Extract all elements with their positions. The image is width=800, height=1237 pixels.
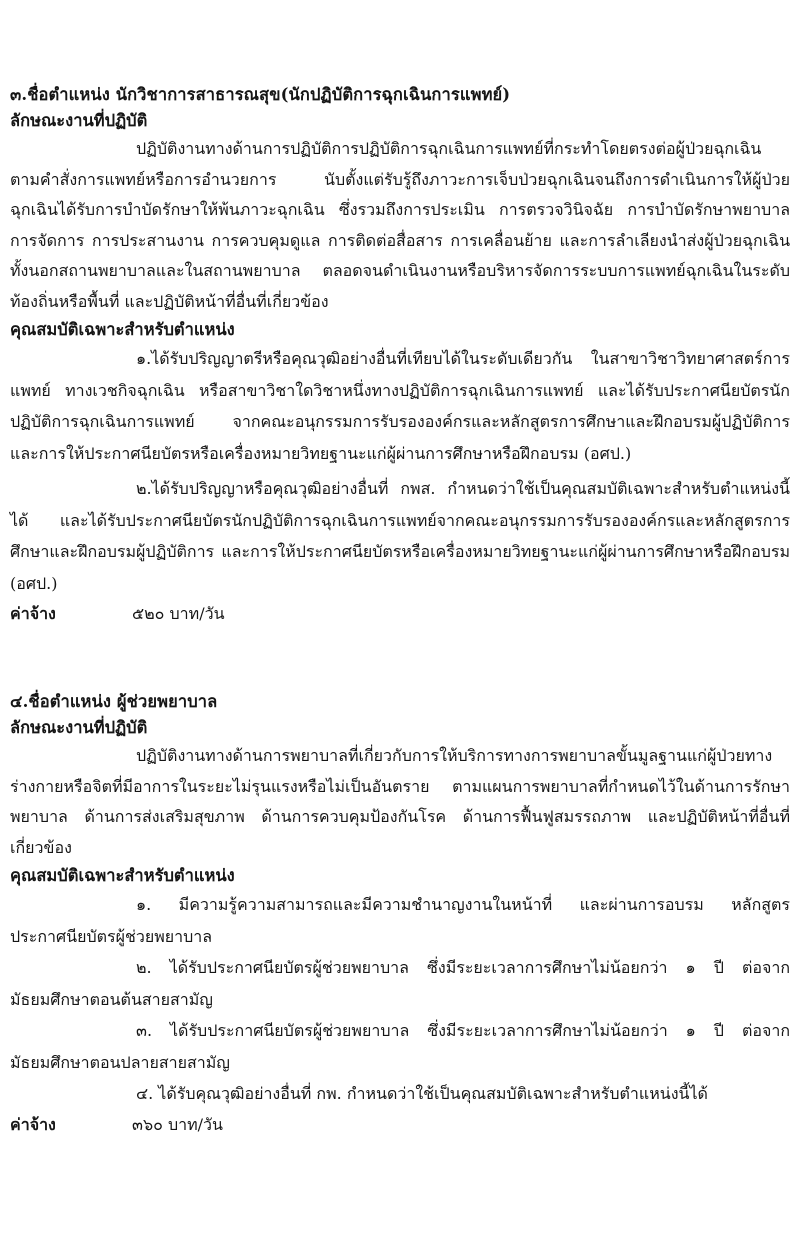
position-3-title: ๓.ชื่อตำแหน่ง นักวิชาการสาธารณสุข(นักปฏิบัติการฉุกเฉินการแพทย์) (10, 85, 511, 104)
position-4-qualification-1: ๑. มีความรู้ความสามารถและมีความชำนาญงานในหน้าที่ และผ่านการอบรม หลักสูตรประกาศนียบัตรผู้ช่วยพยาบาล (10, 895, 790, 946)
position-4-duties-heading: ลักษณะงานที่ปฏิบัติ (10, 718, 148, 737)
position-3-wage-value: ๕๒๐ บาท/วัน (132, 604, 225, 623)
position-3-qualification-2: ๒.ได้รับปริญญาหรือคุณวุฒิอย่างอื่นที่ กพส. กำหนดว่าใช้เป็นคุณสมบัติเฉพาะสำหรับตำแหน่งนี้ได้ และได้รับประกาศนียบัตรนักปฏิบัติการฉุกเฉินการแพทย์จากคณะอนุกรรมการรับรององค์กรและหลักสูตรการศึกษาและฝึกอบรมผู้ปฏิบัติการ และการให้ประกาศนียบัตรหรือเครื่องหมายวิทยฐานะแก่ผู้ผ่านการศึกษาหรือฝึกอบรม (อศป.) (10, 479, 790, 593)
position-4-qualification-4: ๔. ได้รับคุณวุฒิอย่างอื่นที่ กพ. กำหนดว่าใช้เป็นคุณสมบัติเฉพาะสำหรับตำแหน่งนี้ได้ (136, 1084, 708, 1103)
position-3-qualifications-heading: คุณสมบัติเฉพาะสำหรับตำแหน่ง (10, 320, 235, 339)
position-4-wage-value: ๓๖๐ บาท/วัน (132, 1114, 223, 1134)
position-4-duties-text: ปฏิบัติงานทางด้านการพยาบาลที่เกี่ยวกับการให้บริการทางการพยาบาลขั้นมูลฐานแก่ผู้ป่วยทางร่างกายหรือจิตที่มีอาการในระยะไม่รุนแรงหรือไม่เป็นอันตราย ตามแผนการพยาบาลที่กำหนดไว้ในด้านการรักษาพยาบาล ด้านการส่งเสริมสุขภาพ ด้านการควบคุมป้องกันโรค ด้านการฟื้นฟูสมรรถภาพ และปฏิบัติหน้าที่อื่นที่เกี่ยวข้อง (10, 746, 790, 857)
position-3-section (0, 82, 800, 629)
position-4-qualification-3: ๓. ได้รับประกาศนียบัตรผู้ช่วยพยาบาล ซึ่งมีระยะเวลาการศึกษาไม่น้อยกว่า ๑ ปี ต่อจากมัธยมศึกษาตอนปลายสายสามัญ (10, 1021, 790, 1072)
position-3-wage-row (0, 599, 800, 629)
position-4-wage-label: ค่าจ้าง (10, 1114, 56, 1134)
position-4-qualifications-heading: คุณสมบัติเฉพาะสำหรับตำแหน่ง (10, 866, 235, 885)
position-4-qualification-2: ๒. ได้รับประกาศนียบัตรผู้ช่วยพยาบาล ซึ่งมีระยะเวลาการศึกษาไม่น้อยกว่า ๑ ปี ต่อจากมัธยมศึกษาตอนต้นสายสามัญ (10, 958, 790, 1009)
position-4-wage-row (0, 1110, 800, 1140)
position-3-qualification-1: ๑.ได้รับปริญญาตรีหรือคุณวุฒิอย่างอื่นที่เทียบได้ในระดับเดียวกัน ในสาขาวิชาวิทยาศาสตร์การแพทย์ ทางเวชกิจฉุกเฉิน หรือสาขาวิชาใดวิชาหนึ่งทางปฏิบัติการฉุกเฉินการแพทย์ และได้รับประกาศนียบัตรนักปฏิบัติการฉุกเฉินการแพทย์ จากคณะอนุกรรมการรับรององค์กรและหลักสูตรการศึกษาและฝึกอบรมผู้ปฏิบัติการ และการให้ประกาศนียบัตรหรือเครื่องหมายวิทยฐานะแก่ผู้ผ่านการศึกษาหรือฝึกอบรม (อศป.) (10, 349, 790, 463)
position-4-section (0, 689, 800, 1140)
position-3-duties-heading: ลักษณะงานที่ปฏิบัติ (10, 111, 148, 130)
position-4-title: ๔.ชื่อตำแหน่ง ผู้ช่วยพยาบาล (10, 692, 218, 711)
position-3-duties-text: ปฏิบัติงานทางด้านการปฏิบัติการปฏิบัติการฉุกเฉินการแพทย์ที่กระทำโดยตรงต่อผู้ป่วยฉุกเฉินตามคำสั่งการแพทย์หรือการอำนวยการ นับตั้งแต่รับรู้ถึงภาวะการเจ็บป่วยฉุกเฉินจนถึงการดำเนินการให้ผู้ป่วยฉุกเฉินได้รับการบำบัดรักษาให้พ้นภาวะฉุกเฉิน ซึ่งรวมถึงการประเมิน การตรวจวินิจฉัย การบำบัดรักษาพยาบาล การจัดการ การประสานงาน การควบคุมดูแล การติดต่อสื่อสาร การเคลื่อนย้าย และการลำเลียงนำส่งผู้ป่วยฉุกเฉิน ทั้งนอกสถานพยาบาลและในสถานพยาบาล ตลอดจนดำเนินงานหรือบริหารจัดการระบบการแพทย์ฉุกเฉินในระดับท้องถิ่นหรือพื้นที่ และปฏิบัติหน้าที่อื่นที่เกี่ยวข้อง (10, 139, 790, 311)
position-3-wage-label: ค่าจ้าง (10, 604, 56, 623)
